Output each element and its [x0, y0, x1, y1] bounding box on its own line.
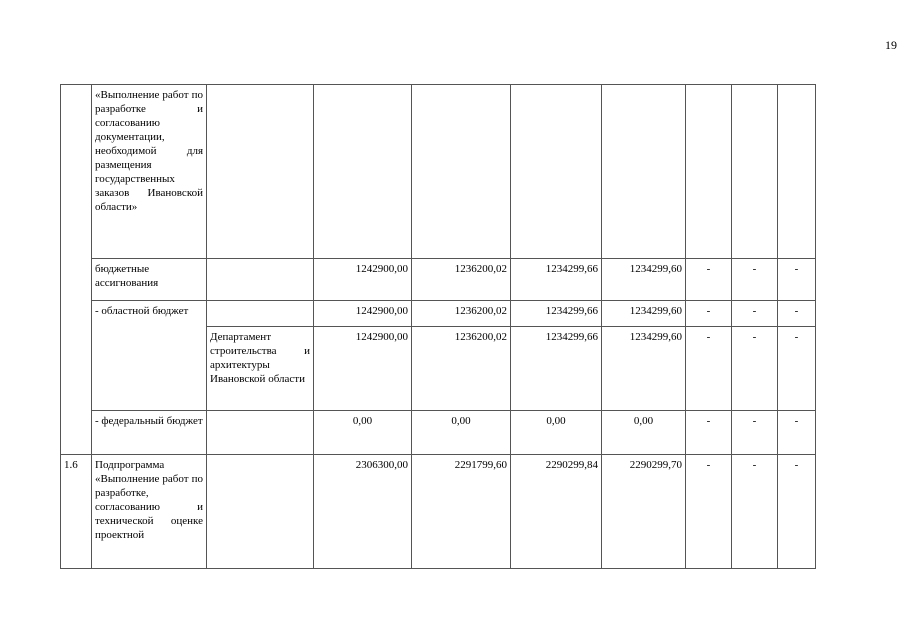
value-cell — [314, 85, 412, 259]
name-cell: «Выполнение работ по разработке и согласованию документации, необходимой для размещения государственных заказов Ивановской области» — [92, 85, 207, 259]
table-row — [61, 411, 816, 455]
value-cell: 1236200,02 — [412, 327, 511, 411]
table-row — [61, 301, 816, 327]
value-cell: 2291799,60 — [412, 455, 511, 569]
page-number: 19 — [885, 38, 897, 52]
value-cell — [511, 85, 602, 259]
executor-cell — [207, 455, 314, 569]
executor-cell — [207, 301, 314, 327]
value-cell: - — [686, 301, 732, 327]
value-cell: - — [778, 327, 816, 411]
index-cell: 1.6 — [61, 455, 92, 569]
value-cell: - — [778, 411, 816, 455]
value-cell: - — [686, 259, 732, 301]
value-cell: - — [686, 455, 732, 569]
value-cell: 0,00 — [602, 411, 686, 455]
index-cell — [61, 85, 92, 455]
value-cell: 1234299,66 — [511, 259, 602, 301]
value-cell: 1234299,66 — [511, 301, 602, 327]
value-cell — [686, 85, 732, 259]
budget-table — [60, 84, 816, 569]
value-cell: - — [686, 327, 732, 411]
executor-cell — [207, 259, 314, 301]
executor-cell — [207, 411, 314, 455]
value-cell — [732, 85, 778, 259]
value-cell: 1236200,02 — [412, 259, 511, 301]
value-cell: 1234299,66 — [511, 327, 602, 411]
value-cell: 1234299,60 — [602, 259, 686, 301]
name-cell: Подпрограмма «Выполнение работ по разработке, согласованию и технической оценке проектной — [92, 455, 207, 569]
value-cell: 2290299,70 — [602, 455, 686, 569]
value-cell — [412, 85, 511, 259]
value-cell: 1242900,00 — [314, 327, 412, 411]
value-cell — [602, 85, 686, 259]
value-cell: - — [732, 411, 778, 455]
name-cell: - федеральный бюджет — [92, 411, 207, 455]
value-cell: - — [732, 327, 778, 411]
value-cell: 1236200,02 — [412, 301, 511, 327]
value-cell: 0,00 — [314, 411, 412, 455]
executor-cell — [207, 85, 314, 259]
value-cell: 2306300,00 — [314, 455, 412, 569]
value-cell: - — [732, 455, 778, 569]
value-cell: - — [732, 259, 778, 301]
value-cell — [778, 85, 816, 259]
table-row — [61, 85, 816, 259]
value-cell: - — [778, 259, 816, 301]
name-cell: бюджетные ассигнования — [92, 259, 207, 301]
executor-cell: Департамент строительства и архитектуры Ивановской области — [207, 327, 314, 411]
value-cell: 1234299,60 — [602, 327, 686, 411]
table-row — [61, 455, 816, 569]
value-cell: - — [686, 411, 732, 455]
table-row — [61, 259, 816, 301]
value-cell: 2290299,84 — [511, 455, 602, 569]
value-cell: 1242900,00 — [314, 301, 412, 327]
name-cell: - областной бюджет — [92, 301, 207, 411]
value-cell: 0,00 — [412, 411, 511, 455]
value-cell: - — [778, 301, 816, 327]
value-cell: 1242900,00 — [314, 259, 412, 301]
value-cell: 1234299,60 — [602, 301, 686, 327]
value-cell: 0,00 — [511, 411, 602, 455]
value-cell: - — [778, 455, 816, 569]
value-cell: - — [732, 301, 778, 327]
